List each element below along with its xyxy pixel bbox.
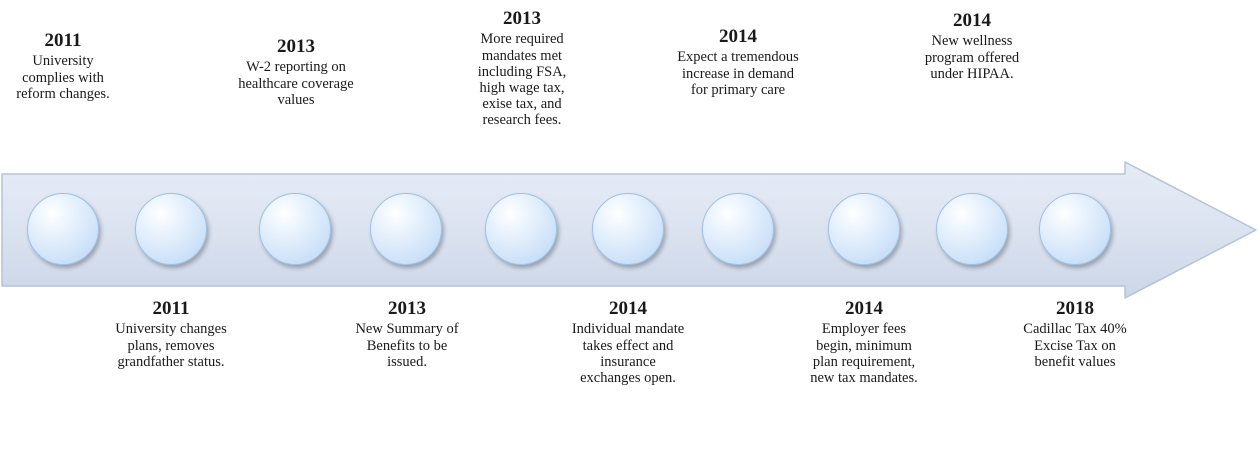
- timeline-label-6: [570, 298, 686, 386]
- timeline-node-circle[interactable]: [828, 193, 900, 265]
- timeline-label-9: [920, 10, 1024, 82]
- timeline-desc-3: W-2 reporting on healthcare coverage values: [238, 59, 354, 108]
- timeline-year-3: 2013: [277, 36, 315, 57]
- timeline-desc-5: More required mandates met including FSA, high wage tax, exise tax, and research fees.: [477, 31, 567, 129]
- timeline-node-circle[interactable]: [485, 193, 557, 265]
- timeline-label-3: [236, 36, 356, 108]
- timeline-year-10: 2018: [1056, 298, 1094, 319]
- timeline-desc-4: New Summary of Benefits to be issued.: [355, 321, 459, 370]
- timeline-year-6: 2014: [609, 298, 647, 319]
- timeline-year-5: 2013: [503, 8, 541, 29]
- timeline-node-circle[interactable]: [936, 193, 1008, 265]
- timeline-node-circle[interactable]: [702, 193, 774, 265]
- timeline-label-1: [8, 30, 118, 102]
- timeline-node-circle[interactable]: [1039, 193, 1111, 265]
- timeline-desc-7: Expect a tremendous increase in demand for primary care: [677, 49, 799, 98]
- timeline-label-7: [672, 26, 804, 98]
- timeline-label-5: [463, 8, 581, 129]
- timeline-label-2: [113, 298, 229, 370]
- timeline-label-8: [806, 298, 922, 386]
- timeline-desc-2: University changes plans, removes grandfather status.: [115, 321, 227, 370]
- timeline-node-circle[interactable]: [370, 193, 442, 265]
- timeline-year-8: 2014: [845, 298, 883, 319]
- timeline-desc-1: University complies with reform changes.: [16, 53, 110, 102]
- timeline-desc-8: Employer fees begin, minimum plan requirement, new tax mandates.: [810, 321, 918, 386]
- timeline-year-7: 2014: [719, 26, 757, 47]
- timeline-year-9: 2014: [953, 10, 991, 31]
- timeline-node-circle[interactable]: [259, 193, 331, 265]
- timeline-label-10: [1018, 298, 1132, 370]
- timeline-desc-9: New wellness program offered under HIPAA.: [924, 33, 1020, 82]
- timeline-node-circle[interactable]: [135, 193, 207, 265]
- timeline-label-4: [350, 298, 464, 370]
- timeline-node-circle[interactable]: [27, 193, 99, 265]
- timeline-year-4: 2013: [388, 298, 426, 319]
- timeline-desc-6: Individual mandate takes effect and insurance exchanges open.: [571, 321, 685, 386]
- timeline-year-1: 2011: [44, 30, 82, 51]
- timeline-desc-10: Cadillac Tax 40% Excise Tax on benefit values: [1023, 321, 1127, 370]
- timeline-year-2: 2011: [152, 298, 190, 319]
- timeline-node-circles: [0, 185, 1260, 275]
- timeline-node-circle[interactable]: [592, 193, 664, 265]
